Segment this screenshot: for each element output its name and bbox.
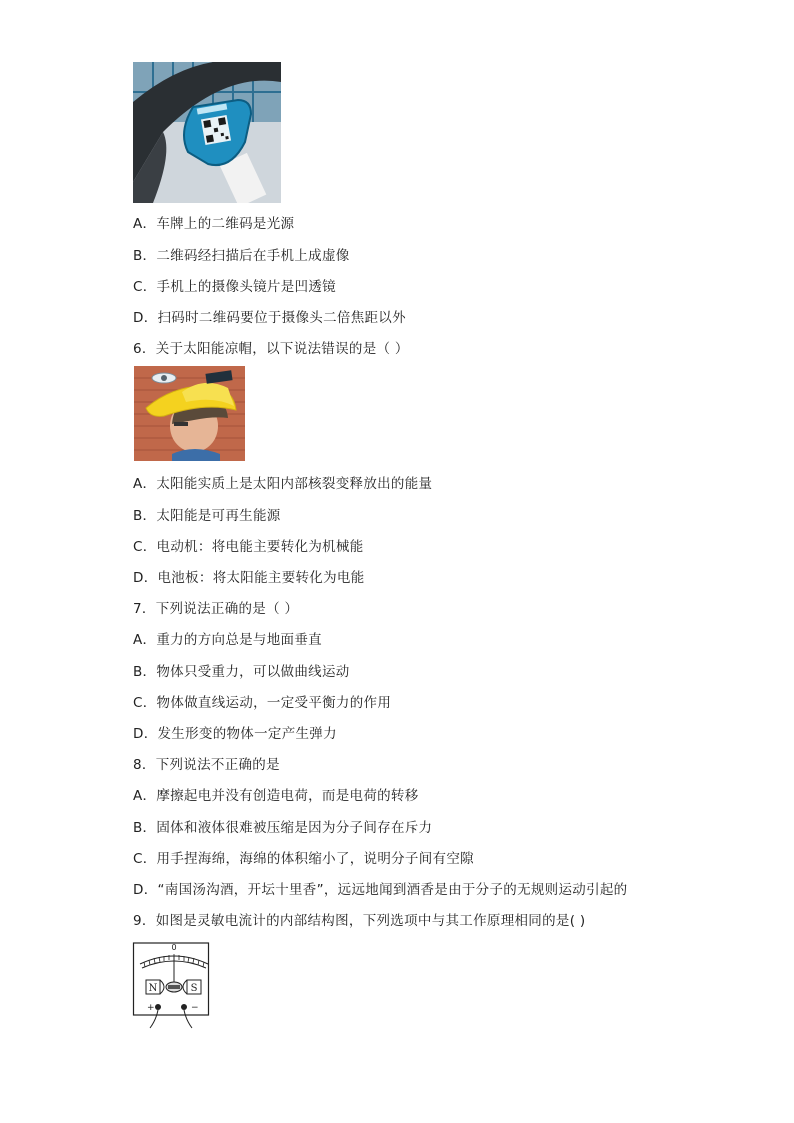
q8-option-c: C．用手捏海绵，海绵的体积缩小了，说明分子间有空隙 — [133, 851, 474, 867]
q8-option-a: A．摩擦起电并没有创造电荷，而是电荷的转移 — [133, 788, 419, 804]
q5-option-a: A．车牌上的二维码是光源 — [133, 216, 295, 232]
q6-option-d: D．电池板：将太阳能主要转化为电能 — [133, 570, 365, 586]
q7-option-a: A．重力的方向总是与地面垂直 — [133, 632, 322, 648]
q6-option-c: C．电动机：将电能主要转化为机械能 — [133, 539, 364, 555]
q7-option-c: C．物体做直线运动，一定受平衡力的作用 — [133, 695, 392, 711]
q5-option-b: B．二维码经扫描后在手机上成虚像 — [133, 248, 350, 264]
q7-option-b: B．物体只受重力，可以做曲线运动 — [133, 664, 350, 680]
q6-option-b: B．太阳能是可再生能源 — [133, 508, 281, 524]
q9-stem: 9．如图是灵敏电流计的内部结构图，下列选项中与其工作原理相同的是( ) — [133, 913, 586, 929]
q6-option-a: A．太阳能实质上是太阳内部核裂变释放出的能量 — [133, 476, 433, 492]
q8-option-d: D．“南国汤沟酒，开坛十里香”，远远地闻到酒香是由于分子的无规则运动引起的 — [133, 882, 628, 898]
scale-zero-label: 0 — [171, 943, 177, 952]
bike-qr-illustration — [133, 62, 281, 203]
solar-cap-photo — [134, 366, 245, 461]
q5-option-c: C．手机上的摄像头镜片是凹透镜 — [133, 279, 336, 295]
q5-option-d: D．扫码时二维码要位于摄像头二倍焦距以外 — [133, 310, 406, 326]
galvanometer-figure — [132, 940, 212, 1032]
q7-stem: 7．下列说法正确的是（ ） — [133, 601, 299, 617]
q6-stem: 6．关于太阳能凉帽，以下说法错误的是（ ） — [133, 341, 409, 357]
terminal-negative-label: − — [191, 1003, 199, 1013]
galvanometer-diagram — [132, 940, 212, 1032]
q8-stem: 8．下列说法不正确的是 — [133, 757, 280, 773]
q8-option-b: B．固体和液体很难被压缩是因为分子间存在斥力 — [133, 820, 433, 836]
magnet-s-label: S — [190, 983, 198, 994]
q7-option-d: D．发生形变的物体一定产生弹力 — [133, 726, 337, 742]
magnet-n-label: N — [148, 983, 158, 994]
solar-cap-illustration — [134, 366, 245, 461]
bike-qr-photo — [133, 62, 281, 203]
terminal-positive-label: + — [147, 1003, 155, 1013]
